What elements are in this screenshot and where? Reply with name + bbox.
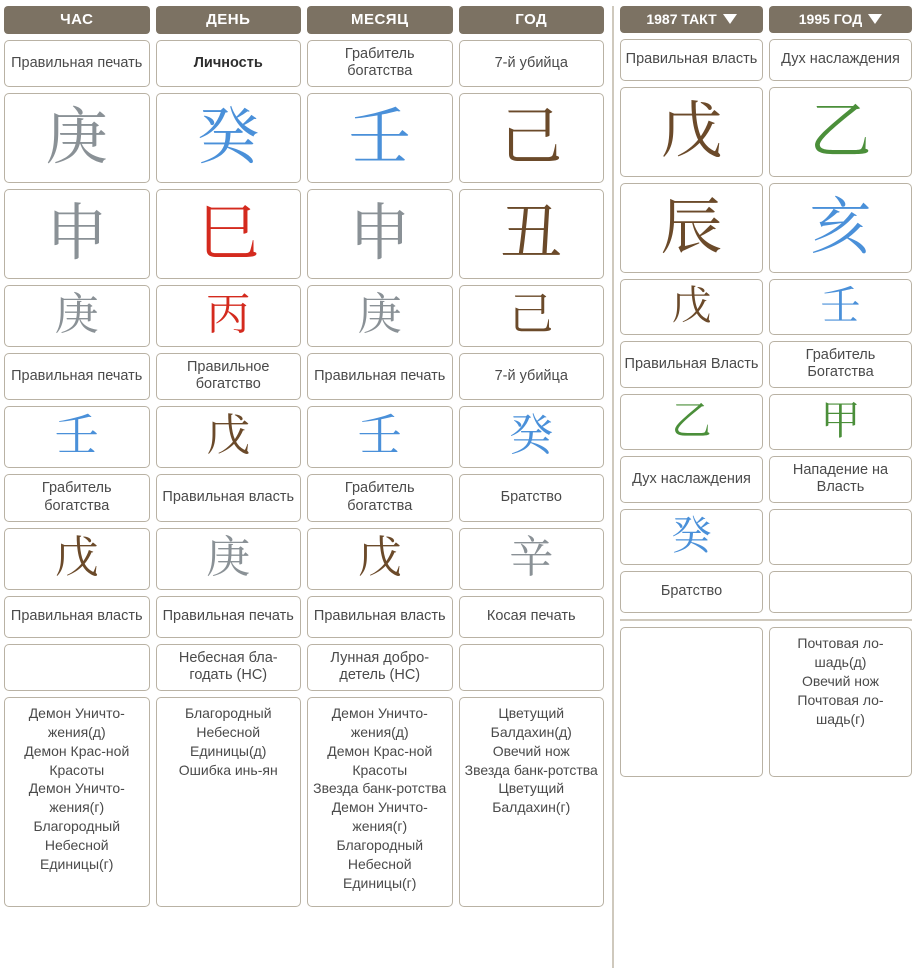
god-label: Правильное богатство [156,353,302,400]
star-label: Лунная добро-детель (НС) [307,644,453,691]
hidden-stems-row-3 [4,528,604,590]
notes-cell: Демон Уничто-жения(д) Демон Крас-ной Красоты Демон Уничто-жения(г) Благородный Небесной Единицы(г) [4,697,150,907]
ten-gods-top-row [4,40,604,87]
luck-branch-glyph[interactable]: 辰 [620,183,763,273]
luck-notes-row [620,627,912,777]
branch-glyph-hour[interactable]: 申 [4,189,150,279]
god-label: Дух наслаждения [620,456,763,503]
hidden-stems-row-1 [4,285,604,347]
year-pillar-label-1995: 1995 ГОД [798,11,863,27]
god-label: 7-й убийца [459,40,605,87]
luck-pillars-panel [612,6,912,968]
notes-cell: Демон Уничто-жения(д) Демон Крас-ной Красоты Звезда банк-ротства Демон Уничто-жения(г) Благородный Небесной Единицы(г) [307,697,453,907]
star-label [459,644,605,691]
hidden-stems-labels-1 [4,353,604,400]
hidden-stem-glyph[interactable]: 庚 [307,285,453,347]
god-label: Грабитель Богатства [769,341,912,388]
column-header-day[interactable]: ДЕНЬ [156,6,302,34]
year-pillar-selector-1995[interactable] [769,6,912,33]
star-row [4,644,604,691]
god-label: Братство [459,474,605,521]
branch-glyph-day[interactable]: 巳 [156,189,302,279]
notes-cell [620,627,763,777]
hidden-stem-glyph[interactable]: 壬 [307,406,453,468]
column-headers-row [4,6,604,34]
luck-hidden-stem-glyph[interactable]: 甲 [769,394,912,450]
luck-hidden-labels-3 [620,571,912,613]
god-label: Правильная печать [156,596,302,638]
god-label: Грабитель богатства [307,474,453,521]
luck-stem-glyph[interactable]: 戊 [620,87,763,177]
god-label: 7-й убийца [459,353,605,400]
god-label: Правильная власть [4,596,150,638]
luck-pillar-label-1987: 1987 ТАКТ [646,11,717,27]
god-label: Косая печать [459,596,605,638]
luck-headers-row [620,6,912,33]
stem-glyph-hour[interactable]: 庚 [4,93,150,183]
luck-pillar-selector-1987[interactable] [620,6,763,33]
luck-hidden-row-3 [620,509,912,565]
chevron-down-icon [723,14,737,24]
star-label [4,644,150,691]
hidden-stems-row-2 [4,406,604,468]
god-label: Братство [620,571,763,613]
luck-top-labels-row [620,39,912,81]
god-label: Правильная власть [620,39,763,81]
luck-stems-row [620,87,912,177]
branch-glyph-year[interactable]: 丑 [459,189,605,279]
stem-glyph-day[interactable]: 癸 [156,93,302,183]
branch-glyph-month[interactable]: 申 [307,189,453,279]
god-label: Дух наслаждения [769,39,912,81]
hidden-stems-labels-3 [4,596,604,638]
stem-glyph-year[interactable]: 己 [459,93,605,183]
hidden-stem-glyph[interactable]: 戊 [156,406,302,468]
star-label: Небесная бла-годать (НС) [156,644,302,691]
notes-cell: Цветущий Балдахин(д) Овечий нож Звезда банк-ротства Цветущий Балдахин(г) [459,697,605,907]
luck-hidden-stem-glyph[interactable]: 癸 [620,509,763,565]
god-label: Правильная печать [307,353,453,400]
god-label: Грабитель богатства [307,40,453,87]
luck-hidden-labels-1 [620,341,912,388]
god-label-self: Личность [156,40,302,87]
hidden-stem-glyph[interactable]: 庚 [156,528,302,590]
luck-hidden-stem-empty[interactable] [769,509,912,565]
hidden-stem-glyph[interactable]: 辛 [459,528,605,590]
divider [620,619,912,621]
notes-row [4,697,604,907]
god-label: Нападение на Власть [769,456,912,503]
god-label: Правильная печать [4,40,150,87]
notes-cell: Почтовая ло-шадь(д) Овечий нож Почтовая ло-шадь(г) [769,627,912,777]
god-label: Правильная власть [307,596,453,638]
earthly-branches-row [4,189,604,279]
luck-branches-row [620,183,912,273]
god-label: Правильная Власть [620,341,763,388]
luck-hidden-row-1 [620,279,912,335]
luck-hidden-stem-glyph[interactable]: 壬 [769,279,912,335]
luck-hidden-row-2 [620,394,912,450]
column-header-year[interactable]: ГОД [459,6,605,34]
hidden-stem-glyph[interactable]: 癸 [459,406,605,468]
hidden-stem-glyph[interactable]: 丙 [156,285,302,347]
main-chart-panel [4,6,604,968]
god-label [769,571,912,613]
column-header-hour[interactable]: ЧАС [4,6,150,34]
luck-hidden-labels-2 [620,456,912,503]
notes-cell: Благородный Небесной Единицы(д) Ошибка инь-ян [156,697,302,907]
hidden-stem-glyph[interactable]: 戊 [307,528,453,590]
luck-stem-glyph[interactable]: 乙 [769,87,912,177]
hidden-stem-glyph[interactable]: 己 [459,285,605,347]
hidden-stem-glyph[interactable]: 壬 [4,406,150,468]
hidden-stem-glyph[interactable]: 庚 [4,285,150,347]
luck-hidden-stem-glyph[interactable]: 戊 [620,279,763,335]
chevron-down-icon [868,14,882,24]
column-header-month[interactable]: МЕСЯЦ [307,6,453,34]
god-label: Правильная власть [156,474,302,521]
heavenly-stems-row [4,93,604,183]
god-label: Грабитель богатства [4,474,150,521]
stem-glyph-month[interactable]: 壬 [307,93,453,183]
luck-hidden-stem-glyph[interactable]: 乙 [620,394,763,450]
hidden-stems-labels-2 [4,474,604,521]
luck-branch-glyph[interactable]: 亥 [769,183,912,273]
hidden-stem-glyph[interactable]: 戊 [4,528,150,590]
god-label: Правильная печать [4,353,150,400]
